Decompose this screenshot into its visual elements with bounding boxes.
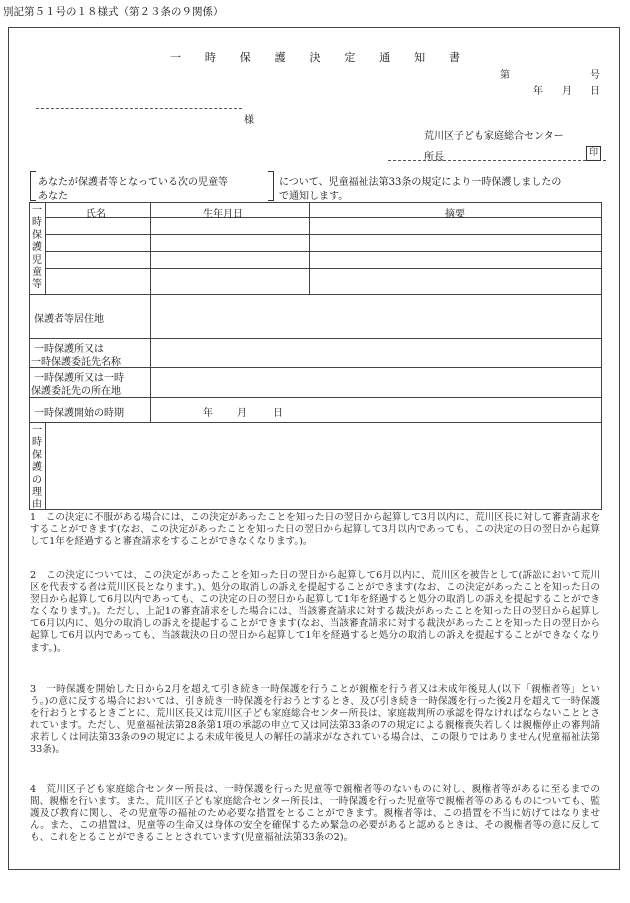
seal-mark: 印: [586, 146, 601, 161]
intro-bracket-line2: あなた: [38, 191, 68, 202]
table-rule: [45, 268, 602, 269]
note-item: 3 一時保護を開始した日から2月を超えて引き続き一時保護を行うことが親権を行う者又は未成年後見人(以下「親権者等」という。)の意に反する場合においては、引き続き一時保護を行おうとするとき、及び引き続き一時保護を行った後2月を超えて一時保護を行おうとするときごとに、荒川区長又は荒川区子ども家庭総合センター所長は、家庭裁判所の承認を得なければならないこととされています。ただし、児童福祉法第28条第1項の承認の申立て又は同法第33条の7の規定による親権喪失若しくは親権停止の審判請求若しくは同法第33条の9の規定による未成年後見人の解任の請求がなされている場合は、この限りではありません(児童福祉法第33条)。: [30, 684, 600, 756]
recipient-name-line: [36, 108, 242, 109]
table-rule: [150, 202, 151, 422]
table-rule: [29, 202, 602, 203]
note-item: 4 荒川区子ども家庭総合センター所長は、一時保護を行った児童等で親権者等のないものに対し、親権者等があるに至るまでの間、親権を行います。また、荒川区子ども家庭総合センター所長は、一時保護を行った児童等で親権者等のあるものについても、監護及び教育に関し、その児童等の福祉のため必要な措置をとることができます。親権者等は、この措置を不当に妨げてはなりません。また、この措置は、児童等の生命又は身体の安全を確保するため緊急の必要があると認めるときは、その親権者等の意に反しても、これをとることができることとされています(児童福祉法第33条の2)。: [30, 784, 600, 844]
issuer-org: 荒川区子ども家庭総合センター: [424, 131, 564, 142]
title-char: 決: [309, 51, 321, 64]
intro-text-line1: について、児童福祉法第33条の規定により一時保護しましたの: [279, 177, 562, 188]
date-year: 年: [533, 86, 543, 97]
table-rule: [45, 202, 46, 294]
title-char: 護: [274, 51, 286, 64]
title-char: 保: [239, 51, 251, 64]
table-rule: [601, 202, 602, 509]
row-label-facility-name-1: 一時保護所又は: [34, 344, 104, 355]
title-char: 時: [204, 51, 216, 64]
bracket-left: [30, 171, 31, 201]
intro-bracket-line1: あなたが保護者等となっている次の児童等: [38, 177, 228, 188]
col-header-name: 氏名: [86, 209, 106, 220]
doc-number-suffix: 号: [590, 70, 600, 81]
title-char: 書: [449, 51, 460, 64]
date-day: 日: [590, 86, 600, 97]
table-rule: [29, 294, 602, 295]
start-year: 年: [203, 408, 213, 419]
table-rule: [45, 251, 602, 252]
start-day: 日: [273, 408, 283, 419]
col-header-birthdate: 生年月日: [203, 209, 243, 220]
reason-vertical-label: 一 時 保 護 の 理 由: [32, 425, 42, 511]
date-month: 月: [562, 86, 572, 97]
row-label-facility-location-1: 一時保護所又は一時: [34, 373, 124, 384]
issuer-name-line: [388, 160, 606, 161]
form-label: 別記第５１号の１８様式（第２３条の９関係）: [3, 6, 224, 18]
bracket-right: [273, 171, 274, 201]
doc-number-label: 第: [500, 70, 510, 81]
table-rule: [45, 217, 602, 218]
intro-text-line2: で通知します。: [279, 191, 349, 202]
table-rule: [29, 422, 602, 423]
title-char: 知: [414, 51, 426, 64]
col-header-summary: 摘要: [445, 209, 465, 220]
row-label-facility-name-2: 一時保護委託先名称: [31, 357, 121, 368]
table-rule: [309, 202, 310, 294]
row-label-start-time: 一時保護開始の時期: [34, 408, 124, 419]
note-item: 2 この決定については、この決定があったことを知った日の翌日から起算して6月以内に、荒川区を被告として(訴訟において荒川区を代表する者は荒川区長となります。)、処分の取消しの訴えを提起することができます(なお、この決定があったことを知った日の翌日から起算して6月以内であっても、この決定の日の翌日から起算して1年を経過すると処分の取消しの訴えを提起することができなくなります。)。ただし、上記1の審査請求をした場合には、当該審査請求に対する裁決があったことを知った日の翌日から起算して6月以内に、処分の取消しの訴えを提起することができます(なお、当該審査請求に対する裁決があったことを知った日の翌日から起算して6月以内であっても、当該裁決の日の翌日から起算して1年を経過すると処分の取消しの訴えを提起することができなくなります。)。: [30, 570, 600, 654]
title-char: 定: [344, 51, 356, 64]
start-month: 月: [237, 408, 247, 419]
row-label-facility-location-2: 保護委託先の所在地: [31, 386, 121, 397]
recipient-honorific: 様: [244, 115, 254, 126]
title-char: 一: [170, 51, 181, 64]
row-label-guardian-address: 保護者等居住地: [34, 314, 104, 325]
child-section-vertical-label: 一 時 保 護 児 童 等: [32, 205, 42, 291]
table-rule: [29, 509, 602, 510]
table-rule: [29, 338, 602, 339]
note-item: 1 この決定に不服がある場合には、この決定があったことを知った日の翌日から起算して3月以内に、荒川区長に対して審査請求をすることができます(なお、この決定があったことを知った日の翌日から起算して3月以内であっても、この決定の日の翌日から起算して1年を経過すると審査請求をすることができなくなります。)。: [30, 512, 600, 548]
document-title: [170, 49, 460, 65]
title-char: 通: [379, 51, 391, 64]
table-rule: [45, 234, 602, 235]
table-rule: [45, 422, 46, 509]
table-rule: [29, 397, 602, 398]
issuer-title: 所長: [424, 152, 444, 163]
